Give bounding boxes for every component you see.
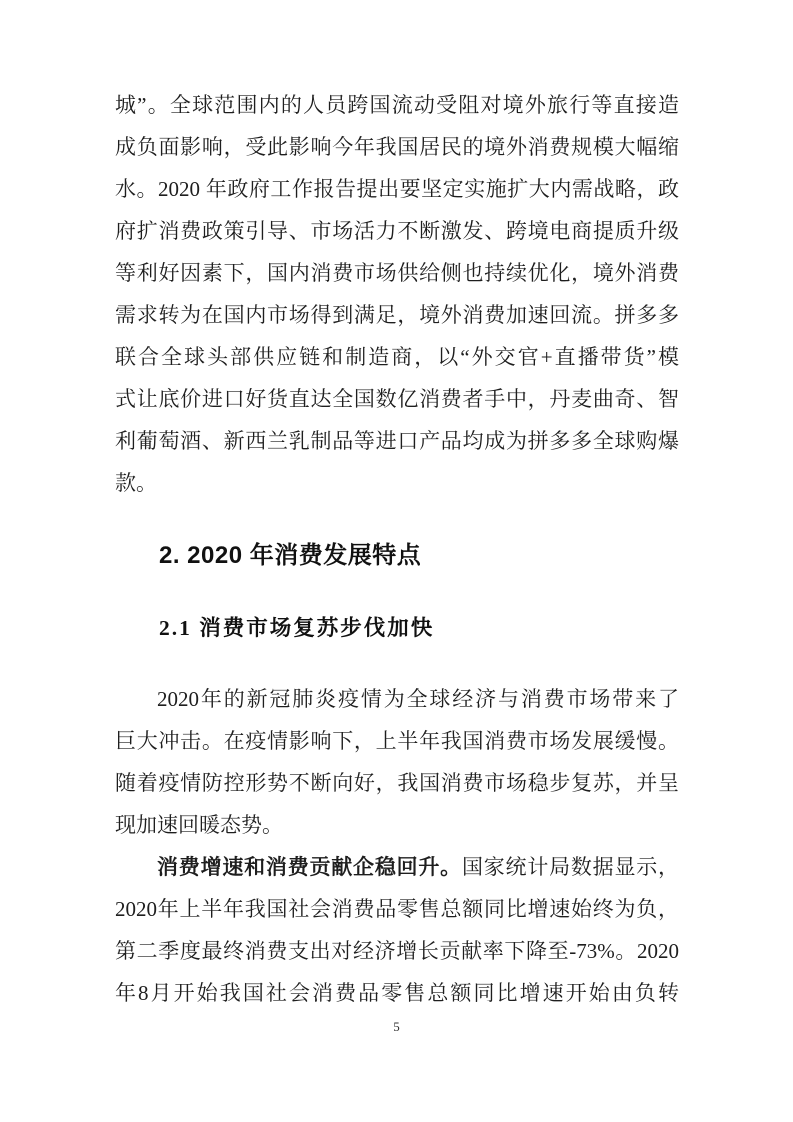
text-line: 联合全球头部供应链和制造商，以“外交官+直播带货”模	[115, 345, 679, 369]
text-line: 年8月开始我国社会消费品零售总额同比增速开始由负转	[115, 981, 679, 1005]
text-line: 2020年上半年我国社会消费品零售总额同比增速始终为负，	[115, 897, 679, 921]
text-line: 款。	[115, 471, 157, 495]
text-line: 式让底价进口好货直达全国数亿消费者手中，丹麦曲奇、智	[115, 387, 679, 411]
text-line: 府扩消费政策引导、市场活力不断激发、跨境电商提质升级	[115, 219, 679, 243]
text-line: 城”。全球范围内的人员跨国流动受阻对境外旅行等直接造	[115, 93, 679, 117]
body-text: 国家统计局数据显示，	[461, 855, 679, 879]
paragraph-consumption-growth	[115, 846, 679, 1014]
text-line: 第二季度最终消费支出对经济增长贡献率下降至-73%。2020	[115, 939, 679, 963]
text-line: 等利好因素下，国内消费市场供给侧也持续优化，境外消费	[115, 261, 679, 285]
text-line: 利葡萄酒、新西兰乳制品等进口产品均成为拼多多全球购爆	[115, 429, 679, 453]
text-line	[115, 846, 679, 888]
text-line: 水。2020 年政府工作报告提出要坚定实施扩大内需战略，政	[115, 177, 679, 201]
text-line: 随着疫情防控形势不断向好，我国消费市场稳步复苏，并呈	[115, 771, 679, 795]
text-line: 需求转为在国内市场得到满足，境外消费加速回流。拼多多	[115, 303, 679, 327]
page-number: 5	[393, 1019, 400, 1034]
paragraph-overseas-consumption-return	[115, 84, 679, 504]
section-heading: 2. 2020 年消费发展特点	[159, 542, 422, 569]
bold-lead-text: 消费增速和消费贡献企稳回升。	[157, 855, 462, 879]
subsection-heading: 2.1 消费市场复苏步伐加快	[159, 616, 435, 640]
paragraph-market-recovery	[115, 678, 679, 846]
text-line: 成负面影响，受此影响今年我国居民的境外消费规模大幅缩	[115, 135, 679, 159]
text-line: 巨大冲击。在疫情影响下，上半年我国消费市场发展缓慢。	[115, 729, 679, 753]
text-line: 现加速回暖态势。	[115, 813, 283, 837]
page-footer	[0, 1018, 793, 1036]
document-body	[115, 84, 679, 1014]
text-line: 2020年的新冠肺炎疫情为全球经济与消费市场带来了	[157, 687, 679, 711]
